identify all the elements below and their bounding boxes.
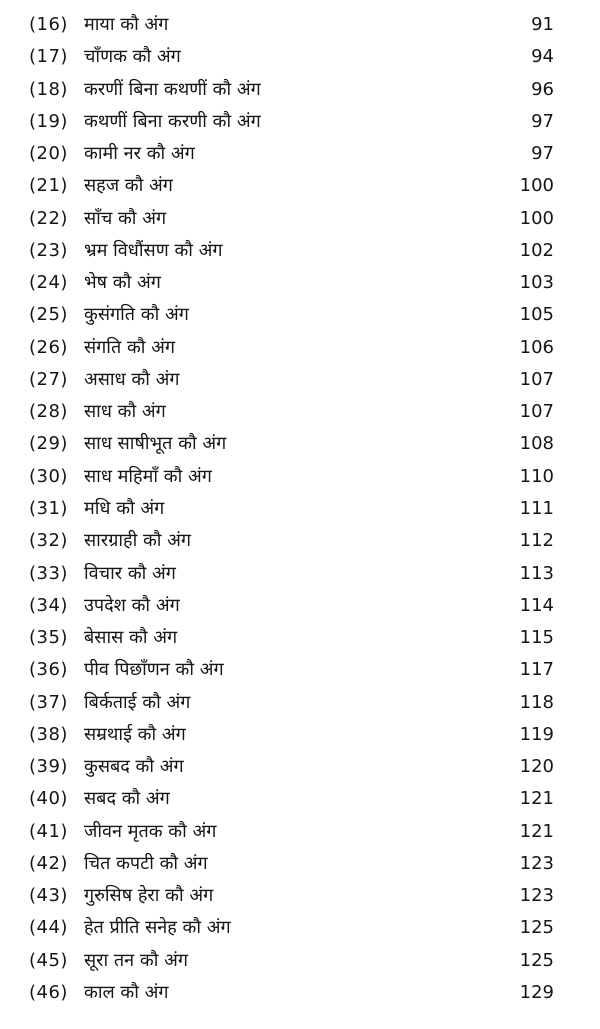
entry-number: (43) (29, 885, 68, 907)
entry-page-number: 97 (531, 110, 554, 132)
entry-title: सहज कौ अंग (84, 175, 173, 197)
entry-page-number: 125 (519, 917, 554, 939)
entry-number: (37) (29, 691, 68, 713)
entry-number: (17) (29, 46, 68, 68)
entry-number: (18) (29, 78, 68, 100)
entry-page-number: 129 (519, 981, 554, 1003)
toc-entry (0, 461, 600, 493)
entry-title: उपदेश कौ अंग (84, 594, 180, 616)
entry-title: सारग्राही कौ अंग (84, 530, 192, 552)
entry-title: कुसबद कौ अंग (84, 756, 184, 778)
entry-page-number: 97 (531, 143, 554, 165)
entry-number: (33) (29, 562, 68, 584)
entry-number: (27) (29, 368, 68, 390)
toc-entry (0, 74, 600, 106)
entry-page-number: 91 (531, 14, 554, 35)
toc-entry (0, 138, 600, 170)
entry-title: कथणीं बिना करणी कौ अंग (84, 110, 261, 132)
entry-number: (24) (29, 272, 68, 294)
entry-number: (25) (29, 304, 68, 326)
toc-entry (0, 203, 600, 235)
toc-entry (0, 493, 600, 525)
entry-title: करणीं बिना कथणीं कौ अंग (84, 78, 261, 100)
entry-title: साँच कौ अंग (84, 207, 167, 229)
entry-page-number: 94 (531, 46, 554, 68)
entry-title: माया कौ अंग (84, 14, 169, 35)
entry-page-number: 107 (519, 401, 554, 423)
entry-title: संगति कौ अंग (84, 336, 176, 358)
entry-page-number: 112 (519, 530, 554, 552)
entry-page-number: 121 (519, 788, 554, 810)
toc-entry (0, 428, 600, 460)
entry-number: (42) (29, 852, 68, 874)
entry-number: (29) (29, 433, 68, 455)
entry-number: (23) (29, 239, 68, 261)
entry-title: चित कपटी कौ अंग (84, 852, 208, 874)
entry-title: असाध कौ अंग (84, 368, 180, 390)
toc-entry (0, 590, 600, 622)
toc-entry (0, 783, 600, 815)
entry-number: (44) (29, 917, 68, 939)
entry-page-number: 96 (531, 78, 554, 100)
entry-page-number: 100 (519, 175, 554, 197)
toc-entry (0, 267, 600, 299)
entry-title: साध महिमाँ कौ अंग (84, 465, 212, 487)
entry-number: (34) (29, 594, 68, 616)
toc-entry (0, 9, 600, 41)
toc-entry (0, 170, 600, 202)
entry-title: सूरा तन कौ अंग (84, 949, 188, 971)
toc-entry (0, 945, 600, 977)
entry-title: पीव पिछाँणन कौ अंग (84, 659, 224, 681)
entry-page-number: 119 (519, 723, 554, 745)
toc-entry (0, 106, 600, 138)
entry-page-number: 123 (519, 852, 554, 874)
entry-number: (41) (29, 820, 68, 842)
entry-page-number: 121 (519, 820, 554, 842)
entry-number: (32) (29, 530, 68, 552)
entry-page-number: 107 (519, 368, 554, 390)
entry-number: (20) (29, 143, 68, 165)
entry-number: (21) (29, 175, 68, 197)
entry-number: (22) (29, 207, 68, 229)
entry-page-number: 105 (519, 304, 554, 326)
entry-title: सबद कौ अंग (84, 788, 170, 810)
entry-number: (31) (29, 497, 68, 519)
entry-title: कुसंगति कौ अंग (84, 304, 189, 326)
entry-title: चाँणक कौ अंग (84, 46, 181, 68)
entry-number: (46) (29, 981, 68, 1003)
entry-number: (40) (29, 788, 68, 810)
entry-page-number: 117 (519, 659, 554, 681)
entry-page-number: 103 (519, 272, 554, 294)
toc-entry (0, 687, 600, 719)
toc-entry (0, 912, 600, 944)
entry-title: भ्रम विधौंसण कौ अंग (84, 239, 223, 261)
toc-entry (0, 816, 600, 848)
entry-title: विचार कौ अंग (84, 562, 176, 584)
toc-entry (0, 364, 600, 396)
entry-number: (39) (29, 756, 68, 778)
entry-title: साध कौ अंग (84, 401, 166, 423)
entry-page-number: 110 (519, 465, 554, 487)
entry-page-number: 125 (519, 949, 554, 971)
table-of-contents (0, 9, 600, 1009)
entry-number: (38) (29, 723, 68, 745)
entry-page-number: 102 (519, 239, 554, 261)
entry-page-number: 113 (519, 562, 554, 584)
entry-page-number: 114 (519, 594, 554, 616)
toc-entry (0, 235, 600, 267)
entry-title: गुरुसिष हेरा कौ अंग (84, 885, 214, 907)
entry-title: जीवन मृतक कौ अंग (84, 820, 217, 842)
toc-entry (0, 396, 600, 428)
entry-number: (19) (29, 110, 68, 132)
entry-number: (16) (29, 14, 68, 35)
entry-page-number: 108 (519, 433, 554, 455)
entry-title: हेत प्रीति सनेह कौ अंग (84, 917, 231, 939)
entry-page-number: 106 (519, 336, 554, 358)
entry-number: (35) (29, 627, 68, 649)
toc-entry (0, 880, 600, 912)
toc-entry (0, 525, 600, 557)
toc-entry (0, 332, 600, 364)
entry-page-number: 118 (519, 691, 554, 713)
toc-entry (0, 751, 600, 783)
entry-number: (28) (29, 401, 68, 423)
entry-title: मधि कौ अंग (84, 497, 165, 519)
toc-entry (0, 622, 600, 654)
entry-number: (45) (29, 949, 68, 971)
entry-title: साध साषीभूत कौ अंग (84, 433, 227, 455)
entry-page-number: 100 (519, 207, 554, 229)
entry-page-number: 123 (519, 885, 554, 907)
toc-entry (0, 848, 600, 880)
toc-entry (0, 299, 600, 331)
toc-entry (0, 977, 600, 1009)
entry-title: बेसास कौ अंग (84, 627, 178, 649)
entry-title: भेष कौ अंग (84, 272, 161, 294)
entry-title: कामी नर कौ अंग (84, 143, 195, 165)
entry-page-number: 120 (519, 756, 554, 778)
toc-entry (0, 558, 600, 590)
entry-page-number: 115 (519, 627, 554, 649)
toc-entry (0, 41, 600, 73)
toc-entry (0, 719, 600, 751)
entry-page-number: 111 (519, 497, 554, 519)
entry-title: सम्रथाई कौ अंग (84, 723, 186, 745)
entry-number: (30) (29, 465, 68, 487)
toc-entry (0, 654, 600, 686)
entry-title: काल कौ अंग (84, 981, 169, 1003)
entry-title: बिर्कताई कौ अंग (84, 691, 191, 713)
entry-number: (36) (29, 659, 68, 681)
entry-number: (26) (29, 336, 68, 358)
